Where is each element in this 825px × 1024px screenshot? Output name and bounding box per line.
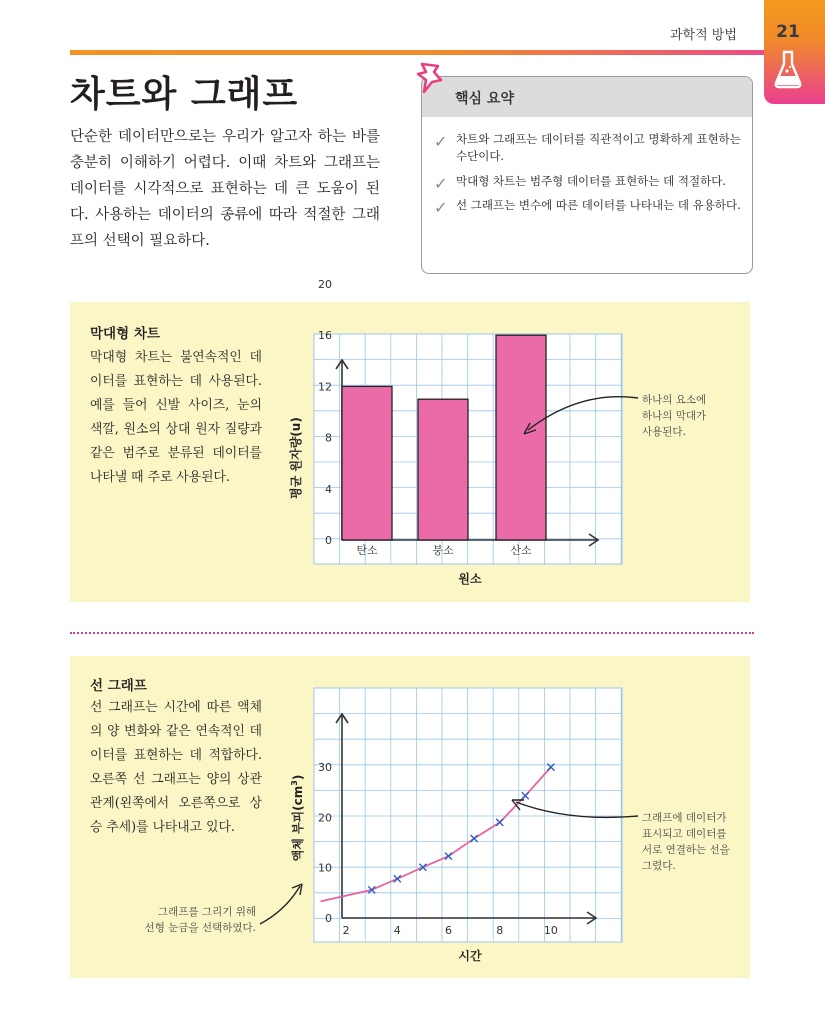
pushpin-icon [414, 60, 454, 96]
y-tick-label: 10 [318, 861, 332, 875]
flask-icon [773, 50, 803, 90]
bar-탄소 [342, 386, 392, 540]
summary-item: ✓ 막대형 차트는 범주형 데이터를 표현하는 데 적절하다. [434, 174, 726, 193]
bar-붕소 [418, 399, 468, 540]
line-annotation-right: 그래프에 데이터가 표시되고 데이터를 서로 연결하는 선을 그렸다. [642, 812, 730, 872]
x-tick-label: 8 [496, 924, 504, 937]
x-tick-label: 10 [543, 924, 558, 937]
y-tick-label: 12 [318, 380, 332, 394]
y-tick-label: 4 [325, 482, 332, 496]
line-annotation-left: 그래프를 그리기 위해 선형 눈금을 선택하였다. [144, 906, 256, 934]
x-tick-label: 4 [393, 924, 401, 937]
header-rule [70, 50, 764, 55]
x-tick-label: 산소 [510, 544, 532, 557]
page-number-tab [764, 0, 825, 104]
y-tick-label: 30 [318, 761, 332, 775]
annotation-arrow [508, 796, 640, 826]
x-axis-label: 원소 [458, 572, 482, 586]
line-section-text: 선 그래프는 시간에 따른 액체의 양 변화와 같은 연속적인 데이터를 표현하는 데 적합하다. 오른쪽 선 그래프는 양의 상관관계(왼쪽에서 오른쪽으로 상승 추세)를 나타내고 있다. [90, 700, 262, 835]
bar-annotation: 하나의 요소에 하나의 막대가 사용된다. [642, 394, 707, 438]
y-tick-label: 20 [318, 278, 332, 291]
line-section-title: 선 그래프 [90, 678, 147, 694]
y-tick-label: 0 [325, 912, 332, 925]
annotation-arrow [256, 880, 306, 930]
bar-section-title: 막대형 차트 [90, 326, 160, 342]
section-divider [70, 632, 754, 634]
x-axis-label: 시간 [458, 949, 482, 963]
page-number: 21 [776, 22, 800, 42]
y-axis-label: 평균 원자량(u) [289, 417, 303, 499]
section-label: 과학적 방법 [670, 28, 737, 43]
key-summary-box [421, 76, 753, 274]
x-tick-label: 2 [342, 924, 350, 937]
summary-item: ✓ 차트와 그래프는 데이터를 직관적이고 명확하게 표현하는 수단이다. [434, 132, 741, 163]
x-tick-label: 6 [445, 924, 452, 937]
summary-header [422, 77, 752, 117]
x-tick-label: 붕소 [432, 544, 454, 557]
check-icon: ✓ [434, 198, 448, 217]
bar-section-text: 막대형 차트는 불연속적인 데이터를 표현하는 데 사용된다. 예를 들어 신발 사이즈, 눈의 색깔, 원소의 상대 원자 질량과 같은 범주로 분류된 데이터를 나타낼 때 주로 사용된다. [90, 350, 262, 485]
summary-item: ✓ 선 그래프는 변수에 따른 데이터를 나타내는 데 유용하다. [434, 198, 741, 217]
annotation-arrow [520, 390, 640, 440]
y-axis-label: 액체 부피$(cm^3)$ [290, 774, 305, 862]
x-tick-label: 탄소 [356, 544, 378, 557]
intro-paragraph: 단순한 데이터만으로는 우리가 알고자 하는 바를 충분히 이해하기 어렵다. 이때 차트와 그래프는 데이터를 시각적으로 표현하는 데 큰 도움이 된다. 사용하는 데이터의 종류에 따라 적절한 그래프의 선택이 필요하다. [70, 129, 380, 249]
y-tick-label: 20 [318, 811, 332, 825]
y-tick-label: 8 [325, 431, 332, 445]
y-tick-label: 0 [325, 534, 332, 547]
check-icon: ✓ [434, 132, 448, 151]
check-icon: ✓ [434, 174, 448, 193]
summary-title: 핵심 요약 [455, 91, 514, 107]
page-title: 차트와 그래프 [70, 74, 299, 115]
y-tick-label: 16 [318, 329, 332, 343]
bar-chart [270, 278, 640, 600]
